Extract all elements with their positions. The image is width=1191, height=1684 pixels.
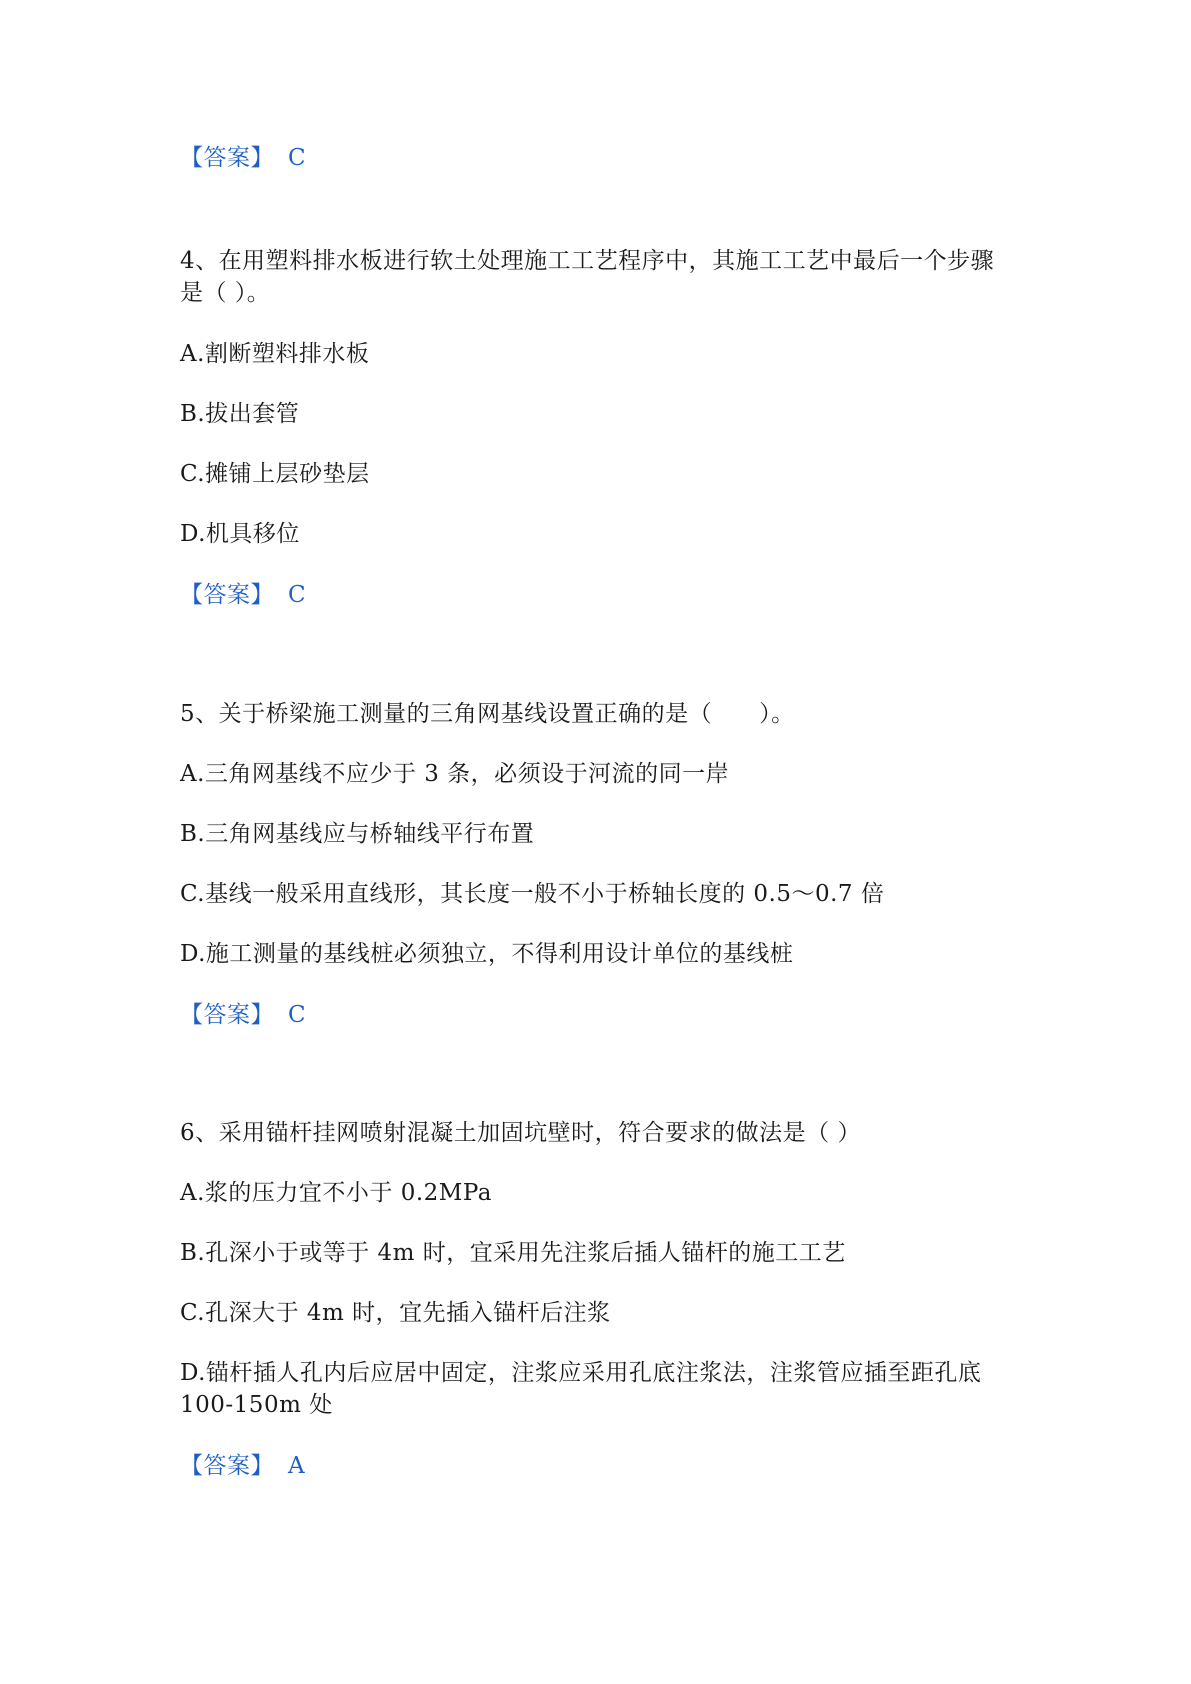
answer-label: 【答案】 xyxy=(180,582,274,608)
answer-value: C xyxy=(288,145,307,171)
question-4-answer xyxy=(180,580,306,610)
question-5-option-a: A.三角网基线不应少于 3 条，必须设于河流的同一岸 xyxy=(180,761,730,787)
answer-label: 【答案】 xyxy=(180,1453,274,1479)
question-5-stem: 5、关于桥梁施工测量的三角网基线设置正确的是（ ）。 xyxy=(180,701,795,727)
question-5-option-b: B.三角网基线应与桥轴线平行布置 xyxy=(180,821,535,847)
answer-label: 【答案】 xyxy=(180,1002,274,1028)
question-6-option-a: A.浆的压力宜不小于 0.2MPa xyxy=(180,1180,493,1206)
question-4-option-a: A.割断塑料排水板 xyxy=(180,341,370,367)
question-6-option-b: B.孔深小于或等于 4m 时，宜采用先注浆后插人锚杆的施工工艺 xyxy=(180,1240,846,1266)
question-6-option-d-line-2: 100-150m 处 xyxy=(180,1392,333,1418)
question-6-option-d-line-1: D.锚杆插人孔内后应居中固定，注浆应采用孔底注浆法，注浆管应插至距孔底 xyxy=(180,1360,982,1386)
answer-label: 【答案】 xyxy=(180,145,274,171)
answer-line-prev xyxy=(180,143,306,173)
answer-value: A xyxy=(288,1453,306,1479)
question-5-option-d: D.施工测量的基线桩必须独立，不得利用设计单位的基线桩 xyxy=(180,941,794,967)
question-6-stem: 6、采用锚杆挂网喷射混凝土加固坑壁时，符合要求的做法是（ ） xyxy=(180,1120,861,1146)
question-4-option-d: D.机具移位 xyxy=(180,521,300,547)
question-4-option-c: C.摊铺上层砂垫层 xyxy=(180,461,370,487)
question-4-option-b: B.拔出套管 xyxy=(180,401,300,427)
question-5-answer xyxy=(180,1000,306,1030)
question-5-option-c: C.基线一般采用直线形，其长度一般不小于桥轴长度的 0.5～0.7 倍 xyxy=(180,881,885,907)
question-6-answer xyxy=(180,1451,305,1481)
answer-value: C xyxy=(288,582,307,608)
question-4-stem-line-2: 是（ ）。 xyxy=(180,280,271,306)
answer-value: C xyxy=(288,1002,307,1028)
question-4-stem-line-1: 4、在用塑料排水板进行软土处理施工工艺程序中，其施工工艺中最后一个步骤 xyxy=(180,248,995,274)
question-6-option-c: C.孔深大于 4m 时，宜先插入锚杆后注浆 xyxy=(180,1300,611,1326)
